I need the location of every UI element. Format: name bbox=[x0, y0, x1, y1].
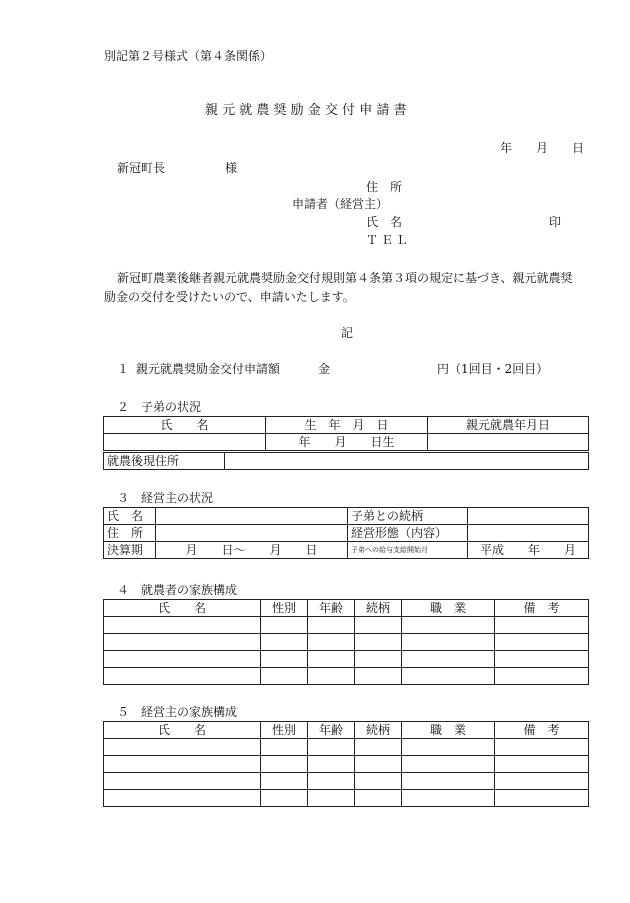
s5-header-occupation: 職 業 bbox=[402, 722, 495, 739]
cell[interactable] bbox=[308, 617, 355, 634]
table-row bbox=[104, 668, 589, 685]
s5-header-relation: 続柄 bbox=[355, 722, 402, 739]
cell[interactable] bbox=[355, 756, 402, 773]
s2-residence-cell[interactable] bbox=[225, 453, 589, 470]
form-id: 別記第２号様式（第４条関係） bbox=[104, 49, 273, 63]
s2-farm-start-header: 親元就農年月日 bbox=[428, 417, 589, 434]
cell[interactable] bbox=[261, 739, 308, 756]
table-row bbox=[104, 651, 589, 668]
cell[interactable] bbox=[402, 668, 495, 685]
s4-header-relation: 続柄 bbox=[355, 600, 402, 617]
table-row bbox=[104, 790, 589, 807]
cell[interactable] bbox=[402, 790, 495, 807]
item1-number: １ bbox=[117, 362, 130, 376]
s3-wage-cell[interactable]: 平成 年 月 bbox=[468, 542, 589, 559]
cell[interactable] bbox=[402, 756, 495, 773]
addressee: 新冠町長 様 bbox=[117, 161, 238, 175]
cell[interactable] bbox=[261, 790, 308, 807]
cell[interactable] bbox=[308, 739, 355, 756]
s5-header-remarks: 備 考 bbox=[495, 722, 589, 739]
cell[interactable] bbox=[355, 739, 402, 756]
cell[interactable] bbox=[355, 617, 402, 634]
s3-fiscal-cell[interactable]: 月 日〜 月 日 bbox=[156, 542, 348, 559]
s2-name-cell[interactable] bbox=[104, 434, 266, 451]
cell[interactable] bbox=[261, 668, 308, 685]
s3-wage-label: 子弟への給与支給開始月 bbox=[348, 542, 468, 559]
cell[interactable] bbox=[495, 773, 589, 790]
s3-name-label: 氏 名 bbox=[104, 508, 156, 525]
applicant-role: 申請者（経営主） bbox=[292, 197, 389, 211]
cell[interactable] bbox=[495, 651, 589, 668]
body-text-line2: 励金の交付を受けたいので、申請いたします。 bbox=[104, 290, 355, 304]
cell[interactable] bbox=[104, 739, 261, 756]
table-row bbox=[104, 634, 589, 651]
section2-heading: ２ 子弟の状況 bbox=[117, 400, 202, 414]
cell[interactable] bbox=[261, 617, 308, 634]
cell[interactable] bbox=[355, 773, 402, 790]
table-row bbox=[104, 739, 589, 756]
cell[interactable] bbox=[104, 634, 261, 651]
ki-label: 記 bbox=[341, 326, 354, 340]
cell[interactable] bbox=[104, 668, 261, 685]
cell[interactable] bbox=[495, 668, 589, 685]
cell[interactable] bbox=[104, 651, 261, 668]
date-line: 年 月 日 bbox=[500, 141, 585, 155]
s2-name-header: 氏 名 bbox=[104, 417, 266, 434]
item1-kin: 金 bbox=[318, 362, 331, 376]
s4-header-name: 氏 名 bbox=[104, 600, 261, 617]
cell[interactable] bbox=[104, 756, 261, 773]
table-row bbox=[104, 773, 589, 790]
s5-header-age: 年齢 bbox=[308, 722, 355, 739]
s3-business-cell[interactable] bbox=[468, 525, 589, 542]
page-title: 親 元 就 農 奨 励 金 交 付 申 請 書 bbox=[205, 103, 407, 118]
s2-residence-label: 就農後現住所 bbox=[104, 453, 225, 470]
cell[interactable] bbox=[495, 617, 589, 634]
item1-label: 親元就農奨励金交付申請額 bbox=[136, 362, 281, 376]
cell[interactable] bbox=[402, 634, 495, 651]
table-row bbox=[104, 617, 589, 634]
cell[interactable] bbox=[308, 790, 355, 807]
cell[interactable] bbox=[355, 668, 402, 685]
cell[interactable] bbox=[308, 634, 355, 651]
seal-label: 印 bbox=[549, 215, 562, 229]
cell[interactable] bbox=[355, 634, 402, 651]
section5-heading: ５ 経営主の家族構成 bbox=[117, 705, 238, 719]
s4-header-age: 年齢 bbox=[308, 600, 355, 617]
cell[interactable] bbox=[402, 739, 495, 756]
section3-table bbox=[103, 507, 589, 559]
tel-label: ＴＥＬ bbox=[366, 233, 412, 247]
s3-address-label: 住 所 bbox=[104, 525, 156, 542]
s3-address-cell[interactable] bbox=[156, 525, 348, 542]
cell[interactable] bbox=[495, 634, 589, 651]
cell[interactable] bbox=[104, 773, 261, 790]
body-text-line1: 新冠町農業後継者親元就農奨励金交付規則第４条第３項の規定に基づき、親元就農奨 bbox=[117, 271, 573, 285]
address-label: 住 所 bbox=[366, 180, 403, 194]
cell[interactable] bbox=[308, 651, 355, 668]
s4-header-remarks: 備 考 bbox=[495, 600, 589, 617]
section2-table bbox=[103, 416, 589, 451]
cell[interactable] bbox=[495, 739, 589, 756]
s2-farm-start-cell[interactable] bbox=[428, 434, 589, 451]
s3-name-cell[interactable] bbox=[156, 508, 348, 525]
item1-yen: 円（1回目・2回目） bbox=[437, 362, 549, 376]
name-label: 氏 名 bbox=[366, 215, 403, 229]
cell[interactable] bbox=[308, 756, 355, 773]
cell[interactable] bbox=[402, 651, 495, 668]
section2-residence-table bbox=[103, 452, 589, 470]
s5-header-name: 氏 名 bbox=[104, 722, 261, 739]
cell[interactable] bbox=[355, 790, 402, 807]
section4-table bbox=[103, 599, 589, 685]
s4-header-gender: 性別 bbox=[261, 600, 308, 617]
cell[interactable] bbox=[261, 651, 308, 668]
s4-header-occupation: 職 業 bbox=[402, 600, 495, 617]
cell[interactable] bbox=[104, 790, 261, 807]
s5-header-gender: 性別 bbox=[261, 722, 308, 739]
cell[interactable] bbox=[261, 634, 308, 651]
s3-relation-label: 子弟との続柄 bbox=[348, 508, 468, 525]
cell[interactable] bbox=[104, 617, 261, 634]
s2-birth-cell[interactable]: 年 月 日生 bbox=[266, 434, 428, 451]
cell[interactable] bbox=[495, 790, 589, 807]
cell[interactable] bbox=[402, 773, 495, 790]
cell[interactable] bbox=[355, 651, 402, 668]
section5-table bbox=[103, 721, 589, 807]
table-row bbox=[104, 756, 589, 773]
s3-fiscal-label: 決算期 bbox=[104, 542, 156, 559]
cell[interactable] bbox=[308, 773, 355, 790]
section3-heading: ３ 経営主の状況 bbox=[117, 491, 214, 505]
section4-heading: ４ 就農者の家族構成 bbox=[117, 583, 238, 597]
cell[interactable] bbox=[402, 617, 495, 634]
cell[interactable] bbox=[261, 756, 308, 773]
cell[interactable] bbox=[261, 773, 308, 790]
s3-relation-cell[interactable] bbox=[468, 508, 589, 525]
cell[interactable] bbox=[495, 756, 589, 773]
s2-birth-header: 生 年 月 日 bbox=[266, 417, 428, 434]
cell[interactable] bbox=[308, 668, 355, 685]
s3-business-label: 経営形態（内容） bbox=[348, 525, 468, 542]
